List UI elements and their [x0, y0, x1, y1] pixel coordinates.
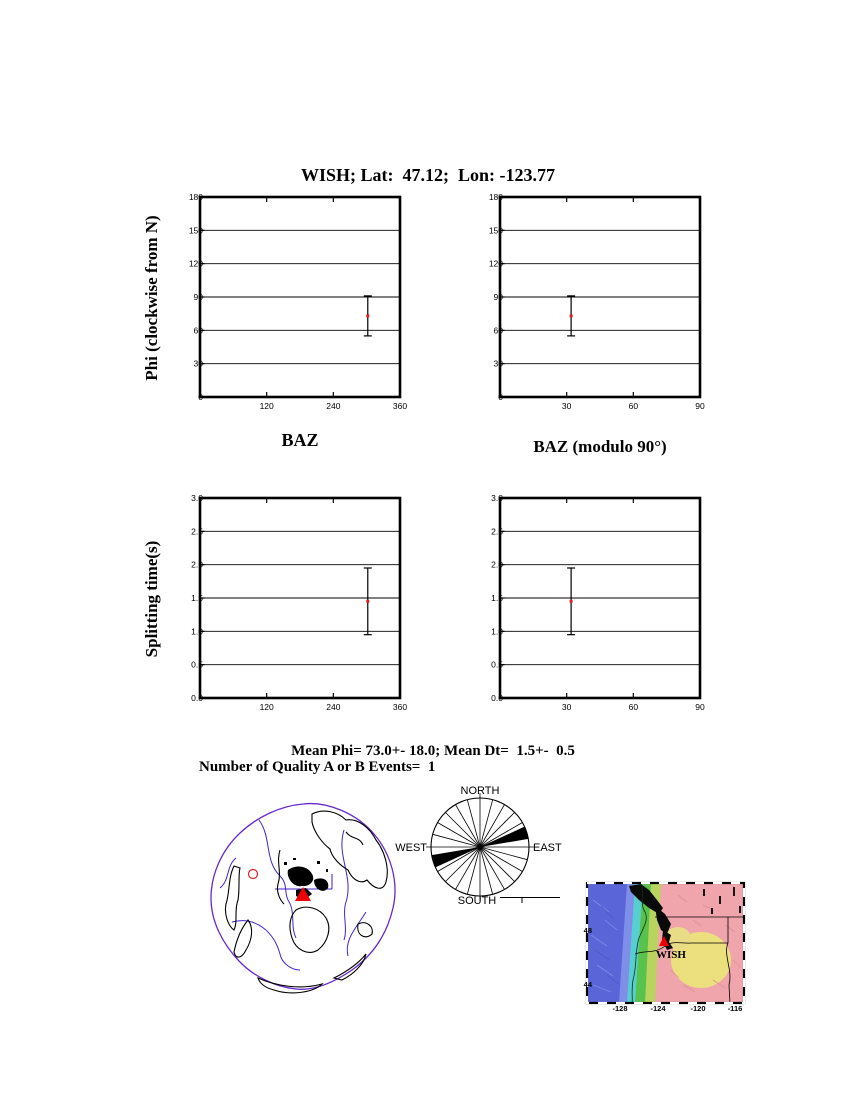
fast-direction-wedge	[432, 847, 480, 867]
phi-vs-bazmod90-plot	[470, 188, 720, 421]
y-tick-label: 2.5	[191, 526, 203, 537]
x-tick-label: 240	[326, 702, 341, 712]
y-tick-label: 0	[198, 392, 203, 402]
rose-sector-line	[480, 847, 493, 894]
rose-diagram	[395, 782, 570, 907]
y-tick-label: 0.0	[491, 693, 503, 703]
south-label: SOUTH	[457, 895, 497, 907]
map-station-label: WISH	[656, 949, 686, 961]
x-tick-label: 30	[561, 702, 572, 712]
y-tick-label: 150	[488, 225, 503, 236]
y-tick-label: 150	[188, 225, 203, 236]
rose-sector-line	[480, 847, 527, 860]
y-tick-label: 2.0	[191, 559, 203, 570]
y-tick-label: 90	[193, 292, 203, 302]
y-tick-label: 120	[188, 258, 203, 269]
dt-vs-baz-plot	[170, 489, 420, 722]
map-lat-tick-44: 44	[583, 980, 592, 989]
data-point	[570, 600, 573, 603]
y-tick-label: 0.5	[491, 659, 503, 670]
x-tick-label: 90	[695, 702, 705, 712]
north-label: NORTH	[460, 785, 500, 797]
rose-sector-line	[433, 834, 480, 847]
rose-scale-bar	[500, 898, 560, 904]
y-tick-label: 1.5	[191, 593, 203, 603]
ylabel-phi: Phi (clockwise from N)	[142, 215, 161, 381]
y-tick-label: 1.0	[491, 626, 503, 637]
x-tick-label: 30	[561, 401, 572, 411]
y-tick-label: 0.5	[191, 659, 203, 670]
map-lon-tick-124: -124	[650, 1004, 666, 1013]
x-tick-label: 360	[392, 702, 408, 712]
map-lon-tick-128: -128	[612, 1004, 628, 1013]
ylabel-dt: Splitting time(s)	[142, 540, 161, 658]
y-tick-label: 30	[193, 358, 203, 369]
y-tick-label: 180	[488, 192, 503, 202]
xlabel-baz: BAZ	[281, 430, 319, 450]
region-map	[583, 880, 761, 1015]
x-tick-label: 120	[259, 401, 274, 411]
dt-vs-bazmod90-plot	[470, 489, 720, 722]
page-title: WISH; Lat: 47.12; Lon: -123.77	[300, 165, 555, 185]
event-circle-marker	[249, 870, 258, 879]
y-tick-label: 3.0	[191, 493, 203, 503]
map-lat-tick-48: 48	[583, 926, 592, 935]
data-point	[366, 314, 369, 317]
summary-line-2: Number of Quality A or B Events= 1	[199, 759, 436, 775]
y-tick-label: 1.0	[191, 626, 203, 637]
y-tick-label: 3.0	[491, 493, 503, 503]
x-tick-label: 360	[392, 401, 408, 411]
data-point	[570, 314, 573, 317]
y-tick-label: 60	[493, 325, 503, 336]
x-tick-label: 60	[628, 702, 639, 712]
globe-map	[196, 792, 411, 1017]
y-tick-label: 2.5	[491, 526, 503, 537]
x-tick-label: 90	[695, 401, 705, 411]
y-tick-label: 2.0	[491, 559, 503, 570]
coastlines	[225, 811, 387, 993]
rose-sector-line	[467, 847, 480, 894]
summary-line-1: Mean Phi= 73.0+- 18.0; Mean Dt= 1.5+- 0.5	[291, 743, 575, 759]
y-tick-label: 180	[188, 192, 203, 202]
y-tick-label: 1.5	[491, 593, 503, 603]
y-tick-label: 30	[493, 358, 503, 369]
y-tick-label: 0.0	[191, 693, 203, 703]
y-tick-label: 90	[493, 292, 503, 302]
west-label: WEST	[395, 842, 427, 854]
data-point	[366, 600, 369, 603]
x-tick-label: 60	[628, 401, 639, 411]
x-tick-label: 240	[326, 401, 341, 411]
plate-boundaries	[220, 820, 366, 970]
map-lon-tick-116: -116	[727, 1004, 743, 1013]
fast-direction-wedge	[480, 827, 528, 847]
phi-vs-baz-plot	[170, 188, 420, 421]
rose-sector-line	[467, 800, 480, 847]
y-tick-label: 120	[488, 258, 503, 269]
y-tick-label: 60	[193, 325, 203, 336]
rose-sector-line	[480, 800, 493, 847]
y-tick-label: 0	[498, 392, 503, 402]
x-tick-label: 120	[259, 702, 274, 712]
xlabel-baz-mod90: BAZ (modulo 90°)	[533, 437, 667, 456]
east-label: EAST	[533, 842, 562, 854]
map-lon-tick-120: -120	[690, 1004, 706, 1013]
